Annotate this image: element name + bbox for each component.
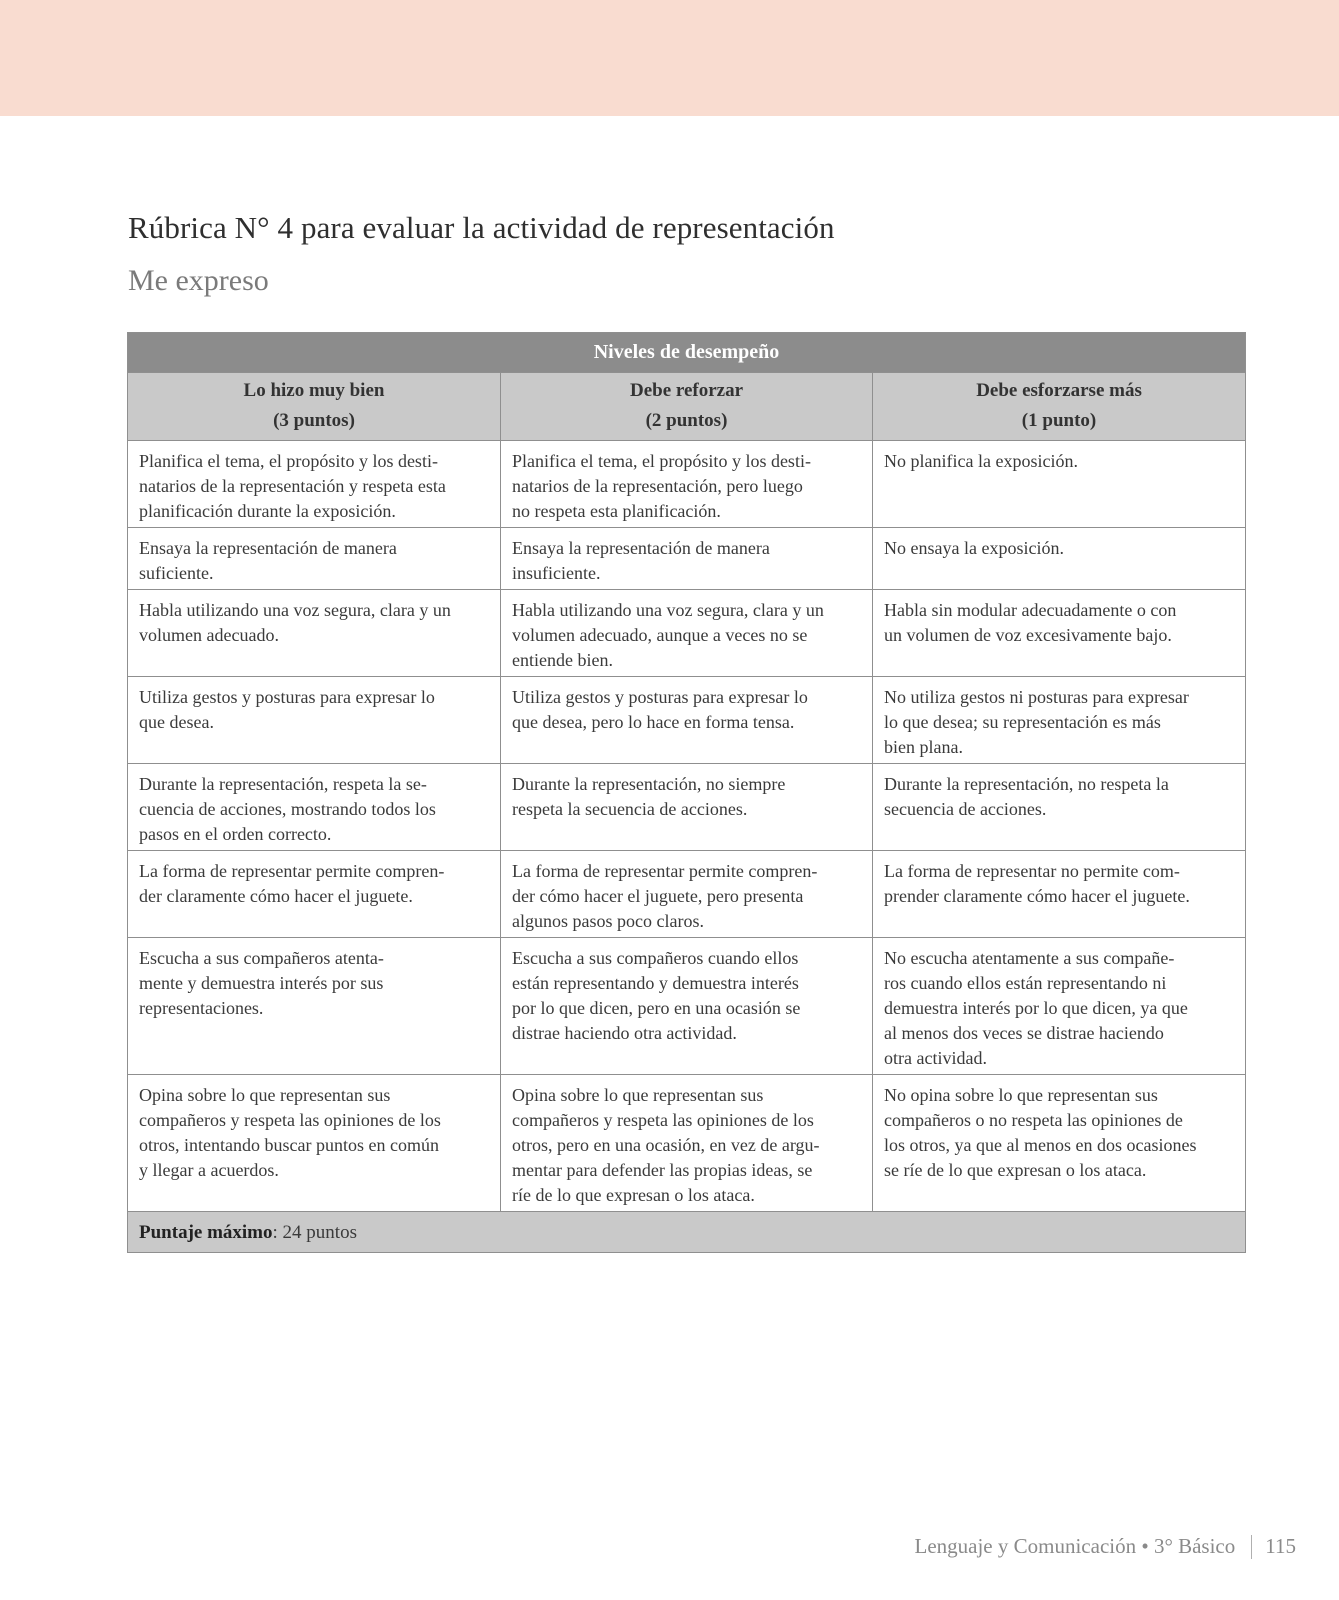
table-row (128, 677, 1246, 764)
column-header-points: (3 puntos) (273, 410, 355, 431)
table-cell: No escucha atentamente a sus compañe- ros cuando ellos están representando ni demuestra interés por lo que dicen, ya que al menos dos veces se distrae haciendo otra actividad. (873, 938, 1246, 1075)
page-title: Rúbrica N° 4 para evaluar la actividad de representación (128, 210, 835, 245)
rubric-body (128, 441, 1246, 1212)
table-row (128, 590, 1246, 677)
max-score-label: Puntaje máximo (139, 1222, 273, 1243)
max-score-row (128, 1212, 1246, 1253)
table-cell: Utiliza gestos y posturas para expresar lo que desea, pero lo hace en forma tensa. (501, 677, 873, 764)
table-cell: Durante la representación, no siempre respeta la secuencia de acciones. (501, 764, 873, 851)
table-cell: La forma de representar permite compren- der claramente cómo hacer el juguete. (128, 851, 501, 938)
table-cell: Planifica el tema, el propósito y los desti- natarios de la representación, pero luego no respeta esta planificación. (501, 441, 873, 528)
table-cell: No utiliza gestos ni posturas para expresar lo que desea; su representación es más bien plana. (873, 677, 1246, 764)
table-cell: Utiliza gestos y posturas para expresar lo que desea. (128, 677, 501, 764)
column-header-points: (1 punto) (1021, 410, 1097, 431)
table-cell: Durante la representación, respeta la se- cuencia de acciones, mostrando todos los pasos en el orden correcto. (128, 764, 501, 851)
table-cell: No ensaya la exposición. (873, 528, 1246, 590)
column-header-name: Lo hizo muy bien (243, 380, 385, 401)
table-cell: La forma de representar no permite com- prender claramente cómo hacer el juguete. (873, 851, 1246, 938)
table-cell: No planifica la exposición. (873, 441, 1246, 528)
table-row (128, 441, 1246, 528)
table-cell: Ensaya la representación de manera insuficiente. (501, 528, 873, 590)
table-row (128, 938, 1246, 1075)
rubric-table (127, 332, 1246, 1253)
table-cell: Ensaya la representación de manera suficiente. (128, 528, 501, 590)
max-score-value: : 24 puntos (272, 1222, 357, 1243)
page-number: 115 (1265, 1534, 1296, 1558)
table-cell: Habla utilizando una voz segura, clara y un volumen adecuado, aunque a veces no se entiende bien. (501, 590, 873, 677)
table-cell: Habla utilizando una voz segura, clara y un volumen adecuado. (128, 590, 501, 677)
column-header (501, 373, 873, 441)
table-cell: Escucha a sus compañeros atenta- mente y demuestra interés por sus representaciones. (128, 938, 501, 1075)
page-footer (915, 1534, 1297, 1559)
column-header-name: Debe esforzarse más (976, 380, 1142, 401)
max-score-cell (128, 1212, 1246, 1253)
table-cell: La forma de representar permite compren- der cómo hacer el juguete, pero presenta algunos pasos poco claros. (501, 851, 873, 938)
column-header (128, 373, 501, 441)
table-row (128, 851, 1246, 938)
table-cell: Durante la representación, no respeta la secuencia de acciones. (873, 764, 1246, 851)
column-header-name: Debe reforzar (629, 380, 744, 401)
table-row (128, 528, 1246, 590)
page-subtitle: Me expreso (128, 264, 269, 297)
levels-header: Niveles de desempeño (128, 333, 1246, 373)
table-cell: Escucha a sus compañeros cuando ellos están representando y demuestra interés por lo que dicen, pero en una ocasión se distrae haciendo otra actividad. (501, 938, 873, 1075)
book-title: Lenguaje y Comunicación • 3° Básico (914, 1534, 1236, 1558)
table-cell: Opina sobre lo que representan sus compañeros y respeta las opiniones de los otros, intentando buscar puntos en común y llegar a acuerdos. (128, 1075, 501, 1212)
top-color-band (0, 0, 1339, 116)
column-header-row (128, 373, 1246, 441)
column-header (873, 373, 1246, 441)
table-row (128, 764, 1246, 851)
table-cell: No opina sobre lo que representan sus compañeros o no respeta las opiniones de los otros, ya que al menos en dos ocasiones se ríe de lo que expresan o los ataca. (873, 1075, 1246, 1212)
table-cell: Planifica el tema, el propósito y los desti- natarios de la representación y respeta esta planificación durante la exposición. (128, 441, 501, 528)
column-header-points: (2 puntos) (645, 410, 728, 431)
table-cell: Opina sobre lo que representan sus compañeros y respeta las opiniones de los otros, pero en una ocasión, en vez de argu- mentar para defender las propias ideas, se ríe de lo que expresan o los ataca. (501, 1075, 873, 1212)
levels-header-row (128, 333, 1246, 373)
table-cell: Habla sin modular adecuadamente o con un volumen de voz excesivamente bajo. (873, 590, 1246, 677)
table-row (128, 1075, 1246, 1212)
footer-divider (1251, 1535, 1252, 1559)
